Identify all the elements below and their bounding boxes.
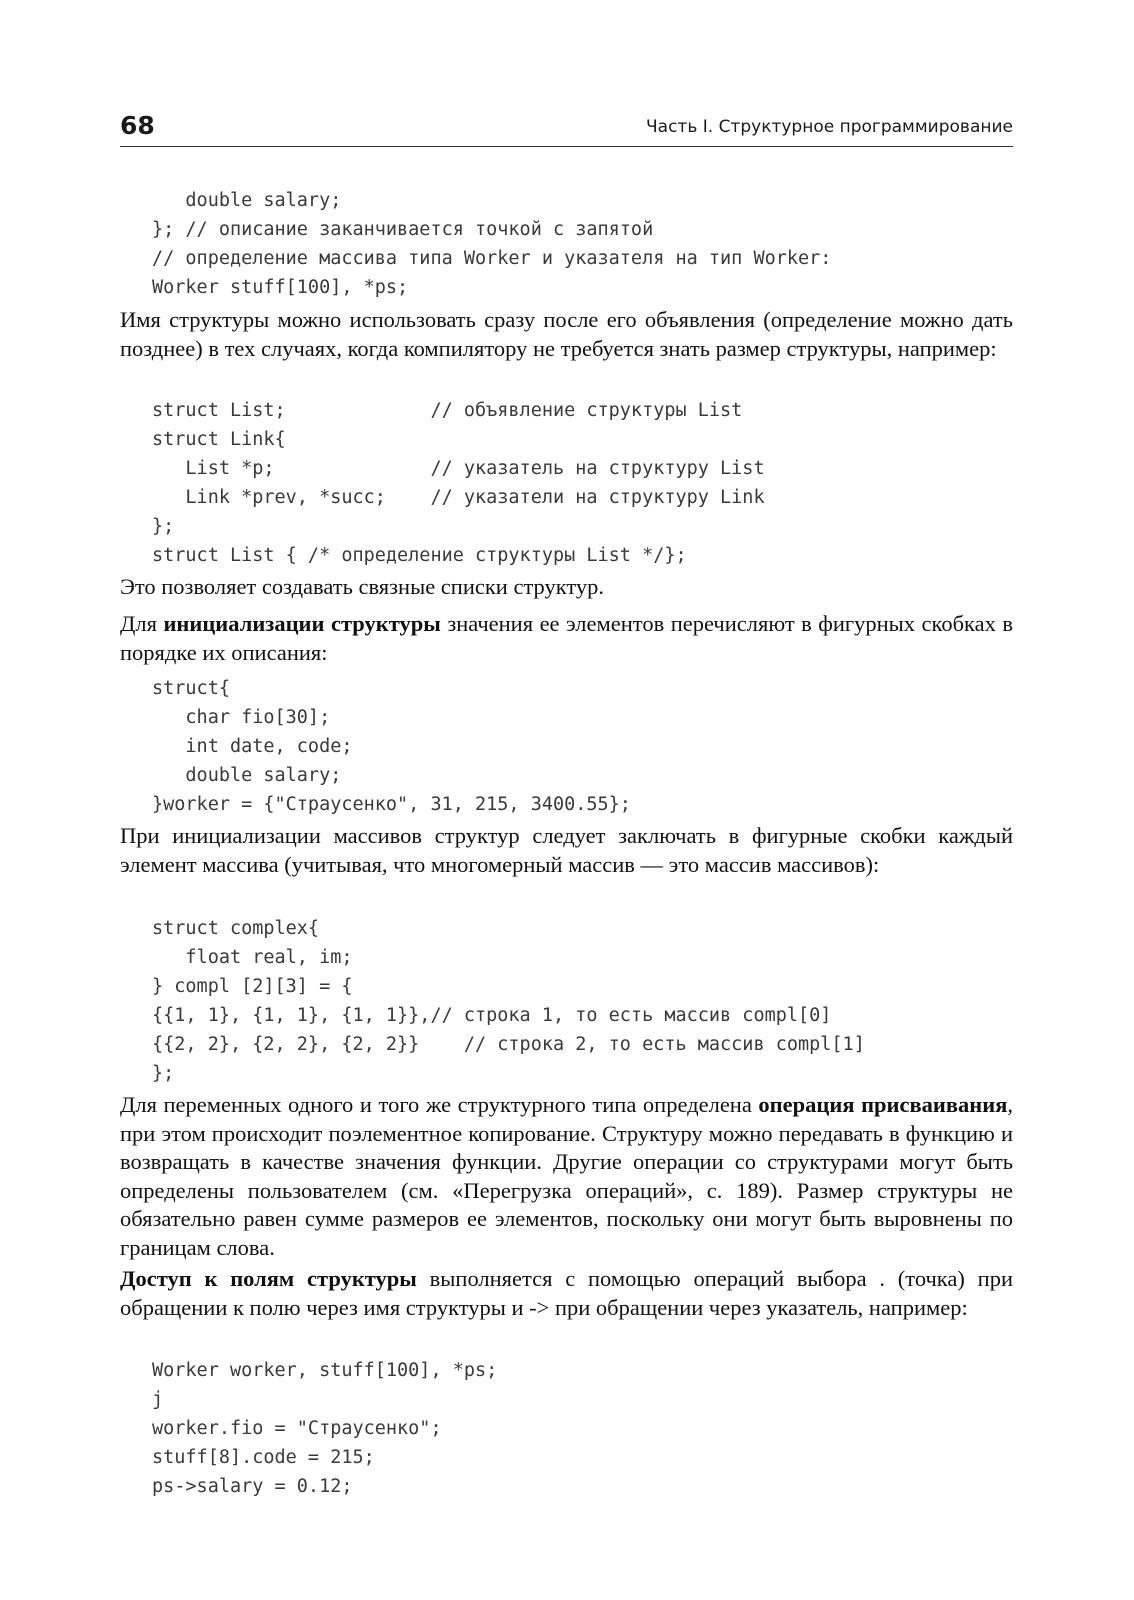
paragraph-array-init: При инициализации массивов структур следует заключать в фигурные скобки каждый элемент массива (учитывая, что многомерный массив — это массив массивов):	[120, 823, 1013, 877]
header-rule	[120, 146, 1013, 147]
code-block-field-access: Worker worker, stuff[100], *ps; j worker.fio = "Страусенко"; stuff[8].code = 215; ps->salary = 0.12;	[152, 1360, 498, 1497]
term-assignment: операция присваивания	[758, 1092, 1008, 1117]
term-field-access: Доступ к полям структуры	[120, 1266, 417, 1291]
para-assign-before: Для переменных одного и того же структурного типа определена	[120, 1092, 759, 1117]
page-header	[120, 112, 1013, 142]
running-head: Часть I. Структурное программирование	[646, 117, 1013, 137]
page-number: 68	[120, 111, 155, 140]
paragraph-assignment	[120, 1091, 1013, 1262]
paragraph-struct-name: Имя структуры можно использовать сразу после его объявления (определение можно дать позднее) в тех случаях, когда компилятору не требуется знать размер структуры, например:	[120, 307, 1013, 361]
paragraph-field-access	[120, 1265, 1013, 1322]
code-block-worker-decl: double salary; }; // описание заканчивается точкой с запятой // определение массива типа Worker и указателя на тип Worker: Worker stuff[100], *ps;	[152, 190, 832, 298]
para-assign-after: , при этом происходит поэлементное копирование. Структуру можно передавать в функцию и возвращать в качестве значения функции. Другие операции со структурами могут быть определены пользователем (см. «Перегрузка операций», с. 189). Размер структуры не обязательно равен сумме размеров ее элементов, поскольку они могут быть выровнены по границам слова.	[120, 1092, 1013, 1260]
para-init-after: значения ее элементов перечисляют в фигурных скобках в порядке их описания:	[120, 611, 1013, 665]
code-block-list-link: struct List; // объявление структуры List struct Link{ List *p; // указатель на структуру List Link *prev, *succ; // указатели на структуру Link }; struct List { /* определение структуры List */};	[152, 400, 765, 566]
para-access-after: выполняется с помощью операций выбора . (точка) при обращении к полю через имя структуры и -> при обращении через указатель, например:	[120, 1266, 1013, 1320]
para-init-before: Для	[120, 611, 164, 636]
paragraph-linked-lists: Это позволяет создавать связные списки структур.	[120, 574, 605, 599]
term-struct-init: инициализации структуры	[163, 611, 441, 636]
code-block-worker-init: struct{ char fio[30]; int date, code; double salary; }worker = {"Страусенко", 31, 215, 3400.55};	[152, 678, 631, 815]
code-block-complex: struct complex{ float real, im; } compl [2][3] = { {{1, 1}, {1, 1}, {1, 1}},// строка 1, то есть массив compl[0] {{2, 2}, {2, 2}, {2, 2}} // строка 2, то есть массив compl[1] };	[152, 918, 865, 1084]
paragraph-struct-init	[120, 610, 1013, 667]
